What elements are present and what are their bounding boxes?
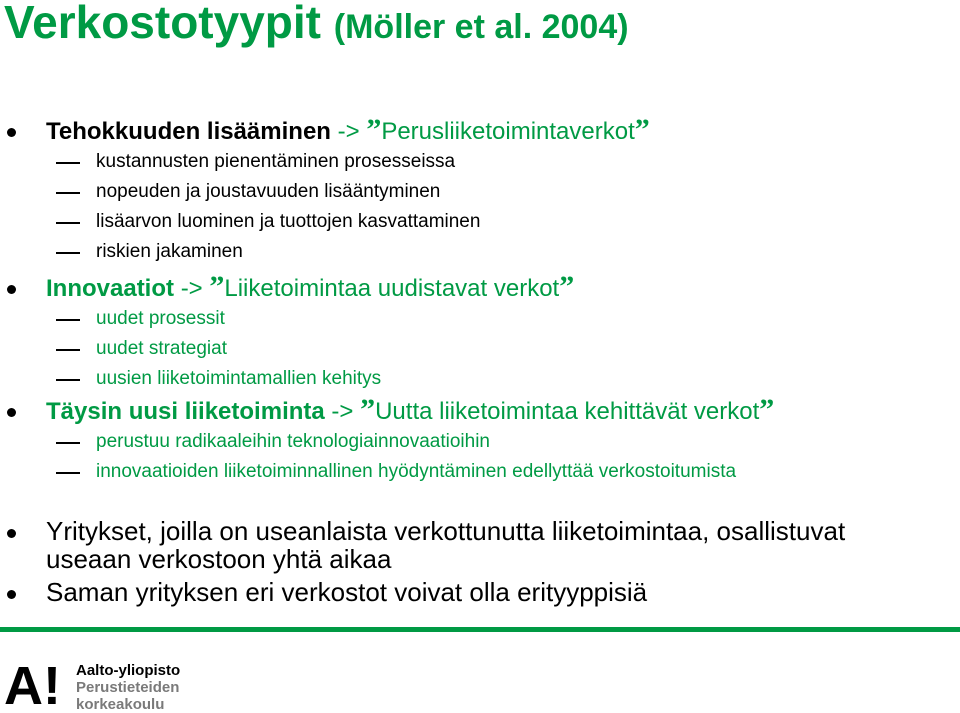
open-quote: ” <box>366 113 382 146</box>
close-quote: ” <box>759 393 775 426</box>
university-name <box>76 662 180 713</box>
note-line: Saman yrityksen eri verkostot voivat olla erityyppisiä <box>46 577 648 607</box>
dash-icon <box>56 319 80 321</box>
sub-item-text: uudet prosessit <box>96 308 225 329</box>
logo-line-1: Aalto-yliopisto <box>76 662 181 679</box>
logo-line-2: Perustieteiden <box>76 679 180 696</box>
sub-item-text: riskien jakaminen <box>96 241 243 262</box>
dash-icon <box>56 162 80 164</box>
sub-item-text: nopeuden ja joustavuuden lisääntyminen <box>96 181 441 202</box>
footer-divider <box>0 627 960 632</box>
section-arrow: -> <box>337 118 360 145</box>
dash-icon <box>56 192 80 194</box>
section-target: Liiketoimintaa uudistavat verkot <box>224 275 560 302</box>
section-arrow: -> <box>180 275 203 302</box>
section-target: Uutta liiketoimintaa kehittävät verkot <box>375 398 760 425</box>
title-main: Verkostotyypit <box>4 0 321 48</box>
bullet-icon <box>7 408 16 417</box>
dash-icon <box>56 349 80 351</box>
sub-item-text: uusien liiketoimintamallien kehitys <box>96 368 382 389</box>
sub-item-text: perustuu radikaaleihin teknologiainnovaatioihin <box>96 431 490 452</box>
section-lead: Täysin uusi liiketoiminta <box>46 398 325 425</box>
logo-line-3: korkeakoulu <box>76 696 165 713</box>
section-arrow: -> <box>331 398 354 425</box>
sub-item-text: uudet strategiat <box>96 338 227 359</box>
section-lead: Innovaatiot <box>46 275 175 302</box>
sub-item-text: innovaatioiden liiketoiminnallinen hyödyntäminen edellyttää verkostoitumista <box>96 461 737 482</box>
sub-item-text: kustannusten pienentäminen prosesseissa <box>96 151 456 172</box>
note-line: Yritykset, joilla on useanlaista verkottunutta liiketoimintaa, osallistuvat <box>46 516 846 546</box>
close-quote: ” <box>559 270 575 303</box>
dash-icon <box>56 472 80 474</box>
section-target: Perusliiketoimintaverkot <box>381 118 635 145</box>
sub-item-text: lisäarvon luominen ja tuottojen kasvattaminen <box>96 211 481 232</box>
note-line: useaan verkostoon yhtä aikaa <box>46 544 392 574</box>
bullet-icon <box>7 285 16 294</box>
dash-icon <box>56 252 80 254</box>
bullet-icon <box>7 128 16 137</box>
title-citation: (Möller et al. 2004) <box>333 8 629 46</box>
dash-icon <box>56 222 80 224</box>
section-lead: Tehokkuuden lisääminen <box>46 118 331 145</box>
slide-title <box>4 0 629 55</box>
open-quote: ” <box>209 270 225 303</box>
bullet-icon <box>7 529 16 538</box>
open-quote: ” <box>360 393 376 426</box>
logo-mark-text: A! <box>4 660 61 708</box>
dash-icon <box>56 442 80 444</box>
bullet-icon <box>7 590 16 599</box>
close-quote: ” <box>634 113 650 146</box>
aalto-logo-icon <box>4 660 70 708</box>
dash-icon <box>56 379 80 381</box>
